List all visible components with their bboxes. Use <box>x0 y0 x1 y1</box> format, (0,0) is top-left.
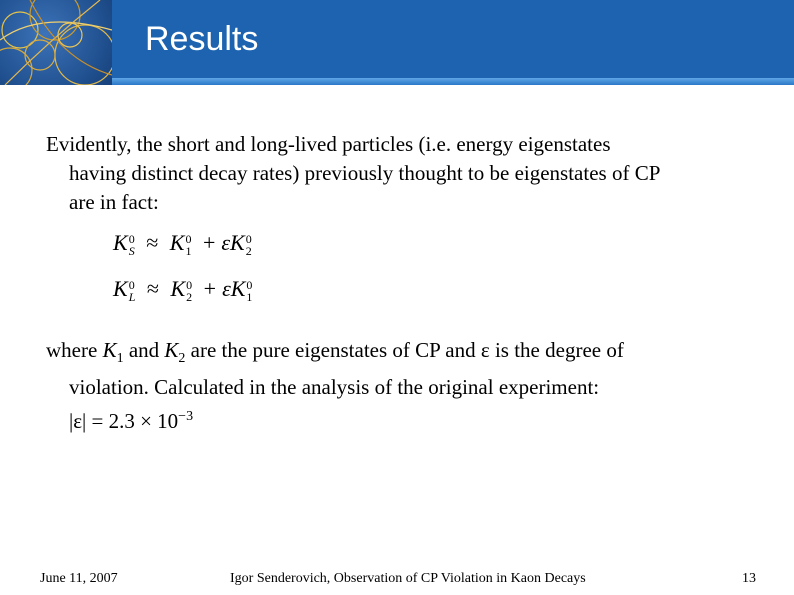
intro-paragraph <box>46 130 766 217</box>
particle-tracks-image <box>0 0 112 85</box>
text-pure-eigenstates: are the pure eigenstates of CP and <box>185 338 481 362</box>
epsilon-value-exponent: −3 <box>178 409 194 425</box>
eq1-lhs-sub: S <box>128 243 135 258</box>
eq1-t1-sub: 1 <box>185 243 192 258</box>
footer-page-number: 13 <box>742 571 756 586</box>
k2-symbol: K <box>164 338 179 362</box>
eq1-t2-sub: 2 <box>245 243 252 258</box>
epsilon-symbol: ε <box>480 338 490 362</box>
eq2-lhs: K <box>113 276 128 301</box>
eq1-t1-sup: 0 <box>185 231 192 246</box>
eq2-term2: K <box>230 276 246 301</box>
violation-line-2: violation. Calculated in the analysis of the original experiment: <box>69 375 600 400</box>
epsilon-value <box>46 402 766 436</box>
equation-k-long <box>113 276 252 303</box>
eq1-epsilon: ε <box>221 230 231 255</box>
footer-presentation-title: Igor Senderovich, Observation of CP Violation in Kaon Decays <box>230 571 586 586</box>
violation-line-1 <box>46 336 766 373</box>
eq2-term1: K <box>170 276 186 301</box>
intro-line-3: are in fact: <box>69 190 159 214</box>
equation-k-short <box>113 230 252 257</box>
eq1-approx: ≈ <box>146 230 159 255</box>
eq1-term1: K <box>169 230 185 255</box>
eq2-approx: ≈ <box>146 276 159 301</box>
k1-symbol: K <box>102 338 117 362</box>
slide-header <box>0 0 794 78</box>
intro-line-1: Evidently, the short and long-lived particles (i.e. energy eigenstates <box>46 132 611 156</box>
eq1-t2-sup: 0 <box>245 231 252 246</box>
eq2-t1-sup: 0 <box>186 277 193 292</box>
eq2-plus: + <box>203 276 217 301</box>
eq2-t2-sub: 1 <box>246 289 253 304</box>
epsilon-value-base: |ε| = 2.3 × 10 <box>69 409 179 434</box>
eq2-epsilon: ε <box>222 276 231 301</box>
k1-subscript: 1 <box>116 351 124 367</box>
violation-paragraph <box>46 336 766 436</box>
eq1-lhs-sup: 0 <box>128 231 135 246</box>
intro-line-2: having distinct decay rates) previously thought to be eigenstates of CP <box>69 161 661 185</box>
text-degree-of: is the degree of <box>489 338 624 362</box>
eq1-lhs: K <box>113 230 128 255</box>
eq1-term2: K <box>230 230 245 255</box>
header-stripe <box>0 78 794 85</box>
footer-date: June 11, 2007 <box>40 571 118 586</box>
eq2-t2-sup: 0 <box>246 277 253 292</box>
eq2-lhs-sub: L <box>128 289 136 304</box>
k2-subscript: 2 <box>178 351 186 367</box>
slide-title: Results <box>145 20 259 58</box>
eq2-lhs-sup: 0 <box>128 277 135 292</box>
particle-tracks-logo <box>0 0 112 85</box>
eq2-t1-sub: 2 <box>186 289 193 304</box>
text-where: where <box>46 338 103 362</box>
eq1-plus: + <box>202 230 216 255</box>
text-and: and <box>123 338 165 362</box>
